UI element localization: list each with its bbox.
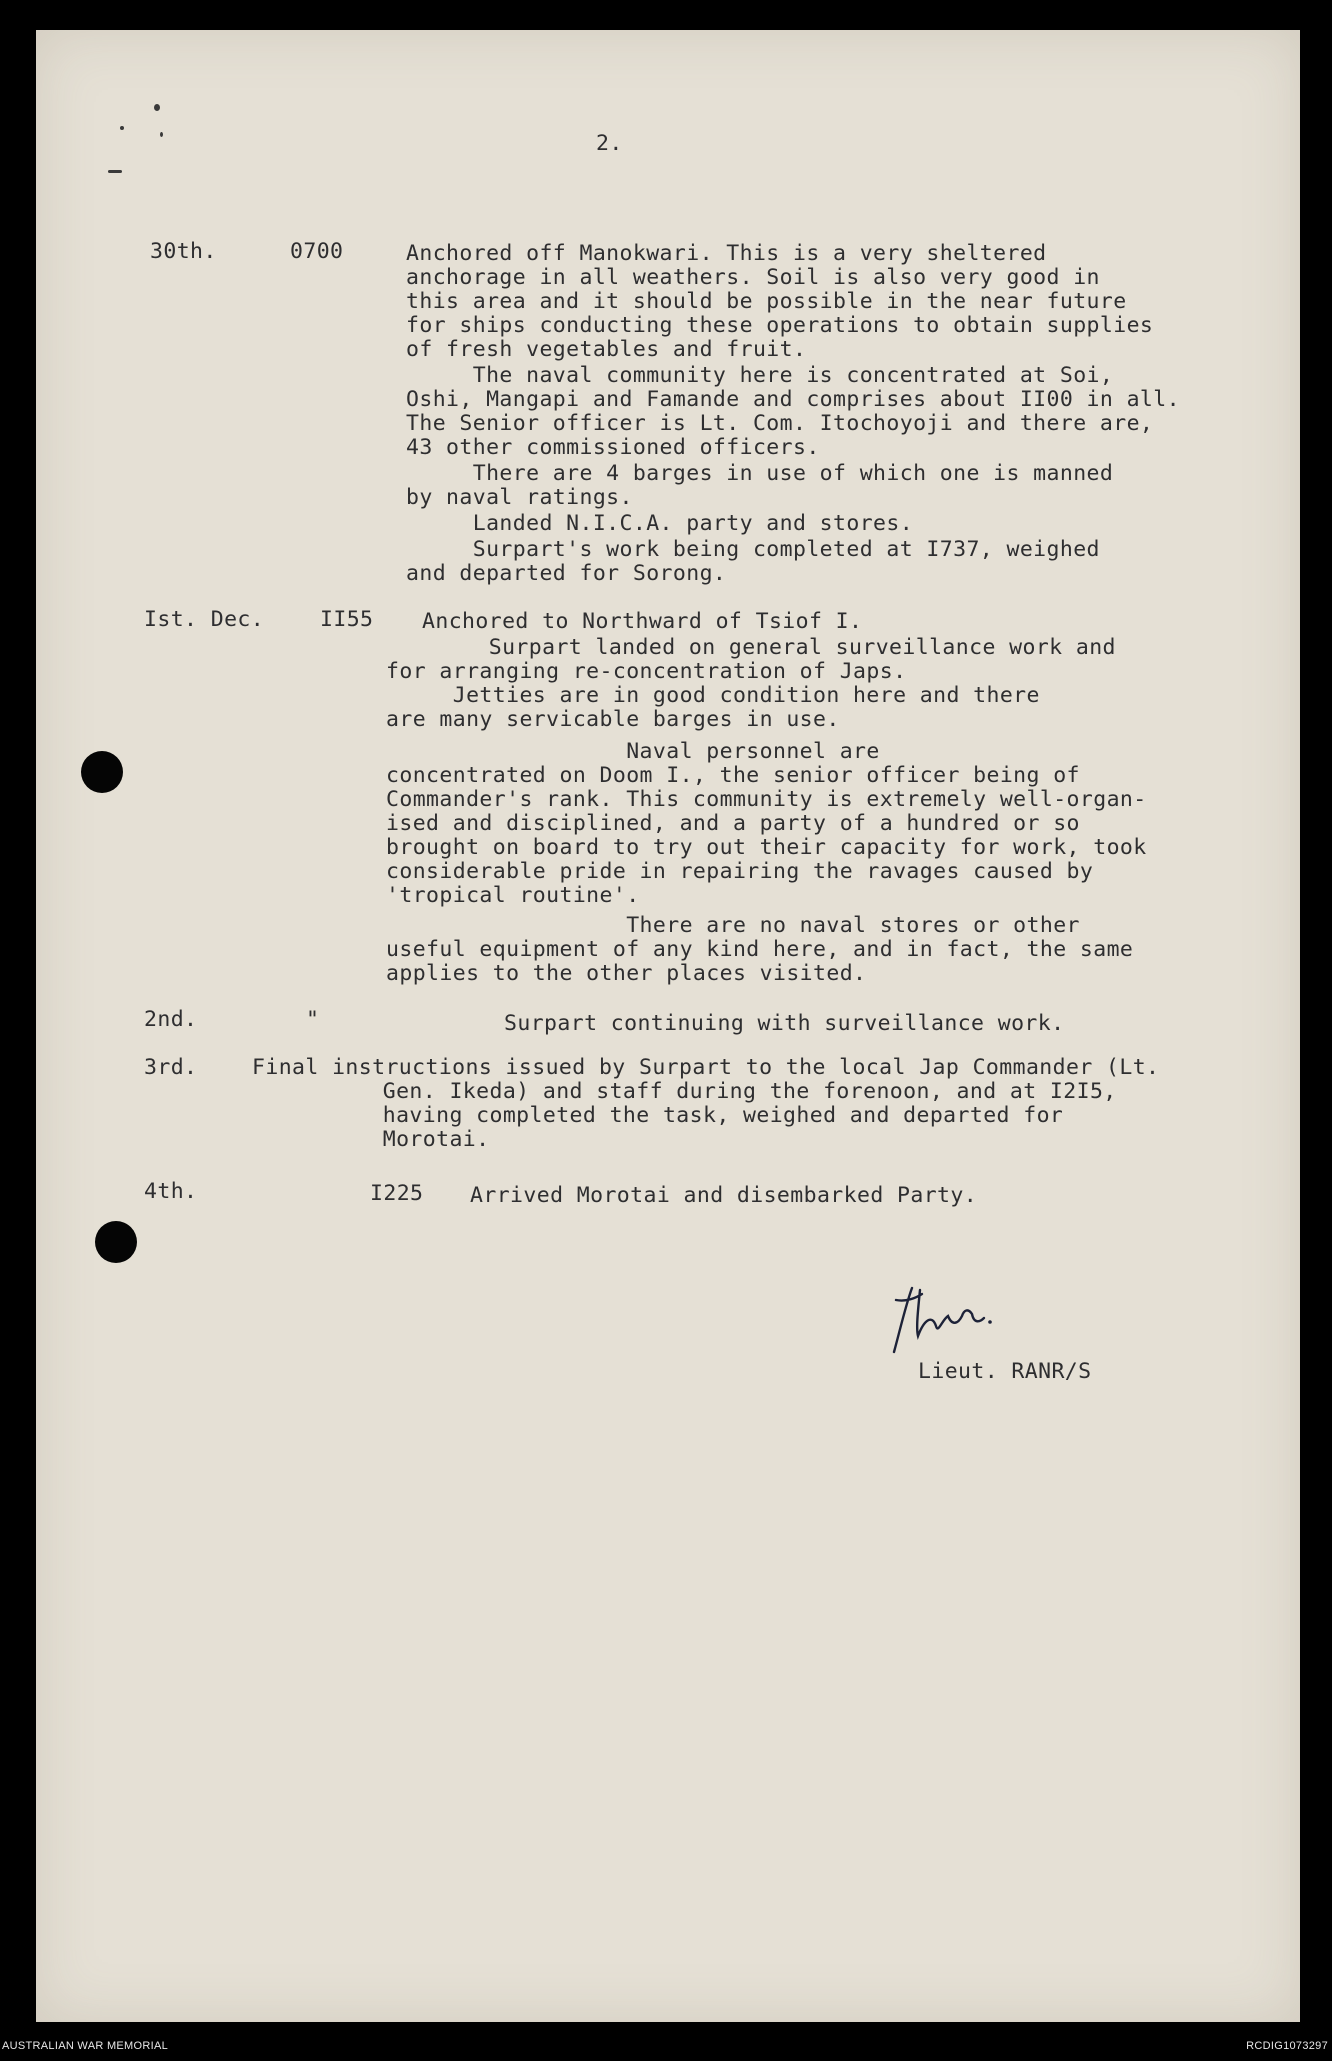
entry-date: 30th. xyxy=(150,239,217,264)
entry-text: Surpart continuing with surveillance work. xyxy=(504,1011,1065,1036)
signature-rank: Lieut. RANR/S xyxy=(918,1359,1092,1384)
ink-speck xyxy=(120,126,124,130)
ink-speck xyxy=(108,170,122,173)
handwritten-signature xyxy=(876,1280,1016,1360)
ink-speck xyxy=(154,104,160,111)
page-number: 2. xyxy=(596,131,623,156)
entry-date: 4th. xyxy=(144,1179,198,1204)
entry-time: " xyxy=(306,1007,320,1032)
entry-date: 3rd. xyxy=(144,1055,198,1080)
entry-date: Ist. Dec. xyxy=(144,607,265,632)
entry-text: Arrived Morotai and disembarked Party. xyxy=(470,1183,978,1208)
entry-time: II55 xyxy=(320,607,374,632)
entry-date: 2nd. xyxy=(144,1007,198,1032)
punch-hole-lower xyxy=(95,1221,137,1263)
entry-time: 0700 xyxy=(290,239,344,264)
footer-item-id: RCDIG1073297 xyxy=(1246,2040,1328,2052)
document-page: 2. 30th. 0700 Anchored off Manokwari. This is a very sheltered anchorage in all weathers. Soil is also very good in this area and it should be possible in the near future for ships conducting these operations to obtain supplies of fresh vegetables and fruit. The naval community here is concentrated at Soi, Oshi, Mangapi and Famande and comprises about II00 in all. The Senior officer is Lt. Com. Itochoyoji and there are, 43 other commissioned officers. There are 4 barges in use of which one is manned by naval ratings. Landed N.I.C.A. party and stores. Surpart's work being completed at I737, weighed and departed for Sorong. Ist. Dec. II55 Anchored to Northward of Tsiof I. Surpart landed on general surveillance work and for arranging re-concentration of Japs. Jetties are in good condition here and there are many servicable barges in use. Naval personnel are concentrated on Doom I., the senior officer being of Commander's rank. This community is extremely well-organ- ised and disciplined, and a party of a hundred or so brought on board to try out their capacity for work, took considerable pride in repairing the ravages caused by 'tropical routine'. There are no naval stores or other useful equipment of any kind here, and in fact, the same applies to the other places visited. 2nd. " Surpart continuing with surveillance work. 3rd. Final instructions issued by Surpart to the local Jap Commander (Lt. Gen. Ikeda) and staff during the forenoon, and at I2I5, having completed the task, weighed and departed for Morotai. 4th. I225 Arrived Morotai and disembarked Party. Lieut. RANR/S xyxy=(36,30,1300,2022)
footer-archive-name: AUSTRALIAN WAR MEMORIAL xyxy=(2,2040,169,2052)
entry-time: I225 xyxy=(370,1181,424,1206)
punch-hole-upper xyxy=(81,751,123,793)
ink-speck xyxy=(160,132,163,137)
